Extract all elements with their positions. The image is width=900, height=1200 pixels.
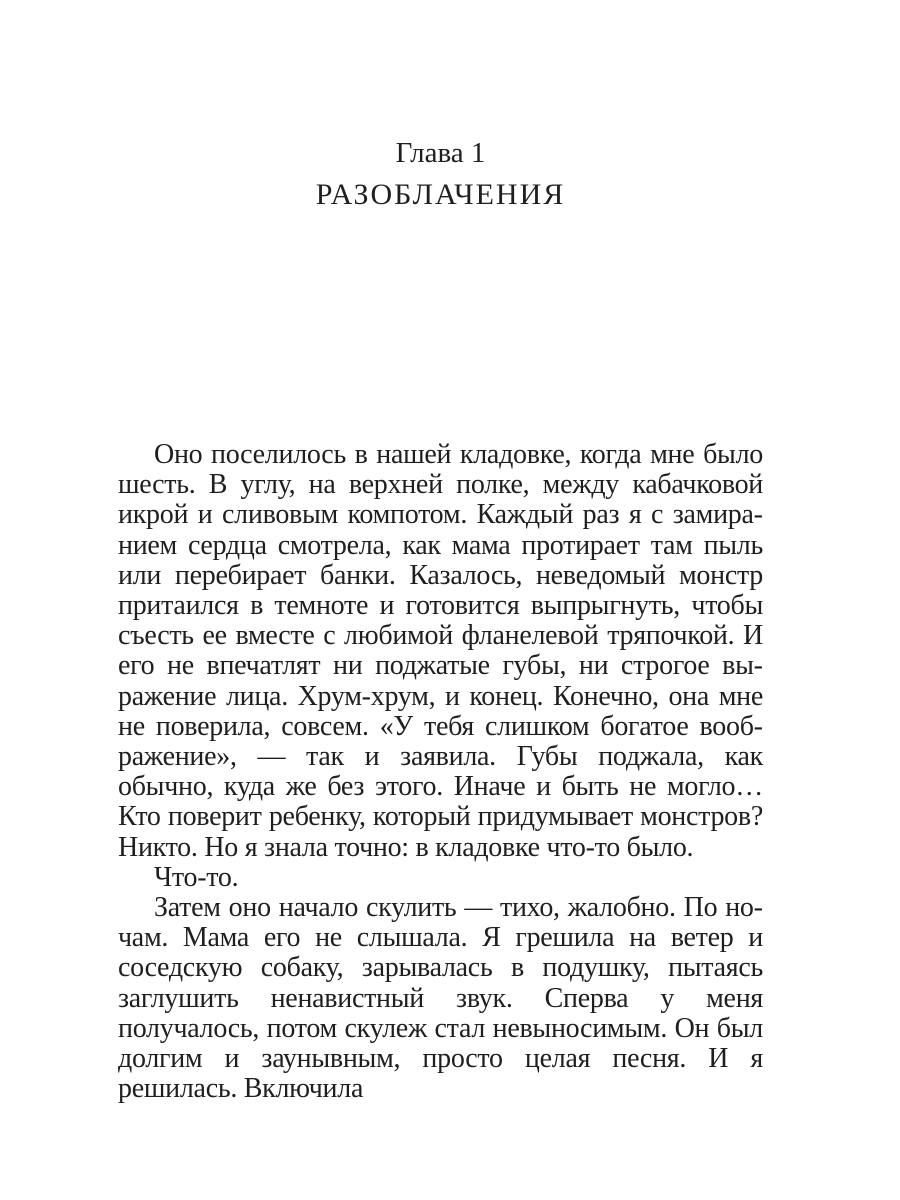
chapter-body xyxy=(118,440,763,1104)
paragraph: Оно поселилось в нашей кладовке, когда мне было шесть. В углу, на верхней полке, между кабачковой икрой и сливовым компотом. Каждый раз я с замиранием сердца смотрела, как мама протирает там пыль или перебирает банки. Казалось, неведомый монстр притаился в темноте и готовится выпрыгнуть, чтобы съесть ее вместе с любимой фланелевой тряпочкой. И его не впечатлят ни поджатые губы, ни строгое выражение лица. Хрум-хрум, и конец. Конечно, она мне не поверила, совсем. «У тебя слишком богатое воображение», — так и заявила. Губы поджала, как обычно, куда же без этого. Иначе и быть не могло… Кто поверит ребенку, который придумывает монстров? Никто. Но я знала точно: в кладовке что-то было. xyxy=(118,439,763,863)
chapter-number: Глава 1 xyxy=(395,137,486,169)
chapter-title: РАЗОБЛАЧЕНИЯ xyxy=(315,178,566,211)
chapter-heading xyxy=(118,137,763,212)
paragraph: Затем оно начало скулить — тихо, жалобно. По ночам. Мама его не слышала. Я грешила на ветер и соседскую собаку, зарывалась в подушку, пытаясь заглушить ненавистный звук. Сперва у меня получалось, потом скулеж стал невыносимым. Он был долгим и заунывным, просто целая песня. И я решилась. Включила xyxy=(118,892,763,1105)
paragraph: Что-то. xyxy=(154,861,239,893)
